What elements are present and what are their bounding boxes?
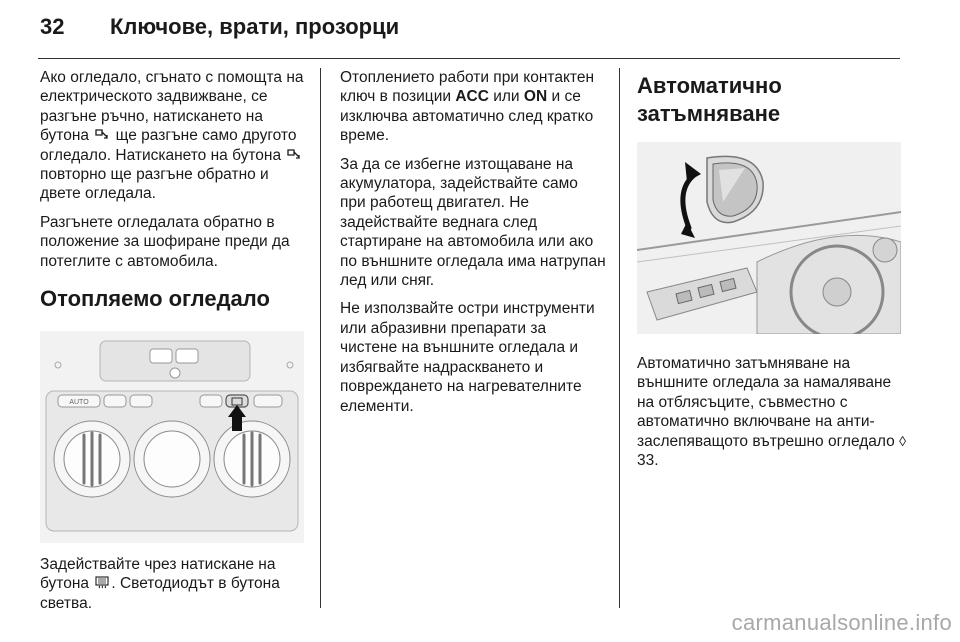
column-divider-2	[619, 68, 620, 608]
heated-mirror-icon	[95, 576, 109, 589]
page-reference-link[interactable]: 33.	[637, 452, 659, 470]
auto-dimming-text: Автоматично затъмняване на външните огледала за намаляване на отблясъците, съвместно с автоматично включване на анти-заслепяващото вътрешно огледало	[637, 355, 895, 450]
battery-warning-paragraph: За да се избегне изтощаване на акумулатора, задействайте само при работещ двигател. Не задействайте веднага след стартиране на автомобила или ако по външните огледала има натрупан лед или сняг.	[340, 155, 606, 290]
mirror-fold-icon	[95, 128, 109, 141]
heating-operation-paragraph	[340, 68, 606, 146]
fold-paragraph	[40, 68, 306, 204]
column-divider-1	[320, 68, 321, 608]
mirror-drawing	[637, 142, 901, 334]
heated-mirror-caption	[40, 555, 306, 613]
column-2	[340, 68, 606, 425]
fold-text-2: ще разгъне само другото огледало. Натискането на бутона	[40, 127, 297, 164]
auto-dimming-paragraph	[637, 354, 907, 470]
page-reference-icon: ◊	[899, 432, 906, 449]
auto-dimming-heading-line-1: Автоматично	[637, 73, 782, 98]
column-3	[637, 68, 907, 479]
climate-console-illustration	[40, 331, 304, 543]
page-number: 32	[40, 14, 65, 39]
unfold-paragraph: Разгънете огледалата обратно в положение за шофиране преди да потеглите с автомобила.	[40, 213, 290, 270]
cleaning-warning-paragraph: Не използвайте остри инструменти или абразивни препарати за чистене на външните огледала и избягвайте надраскването и повреждането на нагревателните елементи.	[340, 300, 595, 415]
heating-text-1: Отоплението работи при контактен ключ в позиции	[340, 69, 595, 106]
or-word: или	[493, 88, 520, 106]
mirror-fold-icon	[287, 148, 301, 161]
acc-position: ACC	[455, 88, 489, 106]
heated-mirror-heading: Отопляемо огледало	[40, 286, 270, 312]
caption-text-1: Задействайте чрез натискане на бутона	[40, 556, 276, 593]
header-rule	[38, 58, 900, 59]
page-header	[40, 14, 399, 44]
fold-text-1: Ако огледало, сгънато с помощта на електрическото задвижване, се разгъне ръчно, натискането на бутона	[40, 69, 304, 145]
heating-text-2: и се изключва автоматично след кратко време.	[340, 88, 594, 145]
column-1	[40, 68, 306, 622]
auto-dimming-heading-line-2: затъмняване	[637, 101, 781, 126]
auto-dimming-heading	[637, 72, 907, 128]
side-mirror-illustration	[637, 142, 901, 334]
on-position: ON	[523, 88, 548, 106]
fold-text-3: повторно ще разгъне обратно и двете огледала.	[40, 166, 269, 203]
console-drawing	[40, 331, 304, 543]
caption-text-2: . Светодиодът в бутона светва.	[40, 575, 280, 612]
auto-button-label: AUTO	[69, 399, 89, 407]
chapter-title: Ключове, врати, прозорци	[110, 14, 400, 39]
site-watermark: carmanualsonline.info	[731, 610, 952, 635]
